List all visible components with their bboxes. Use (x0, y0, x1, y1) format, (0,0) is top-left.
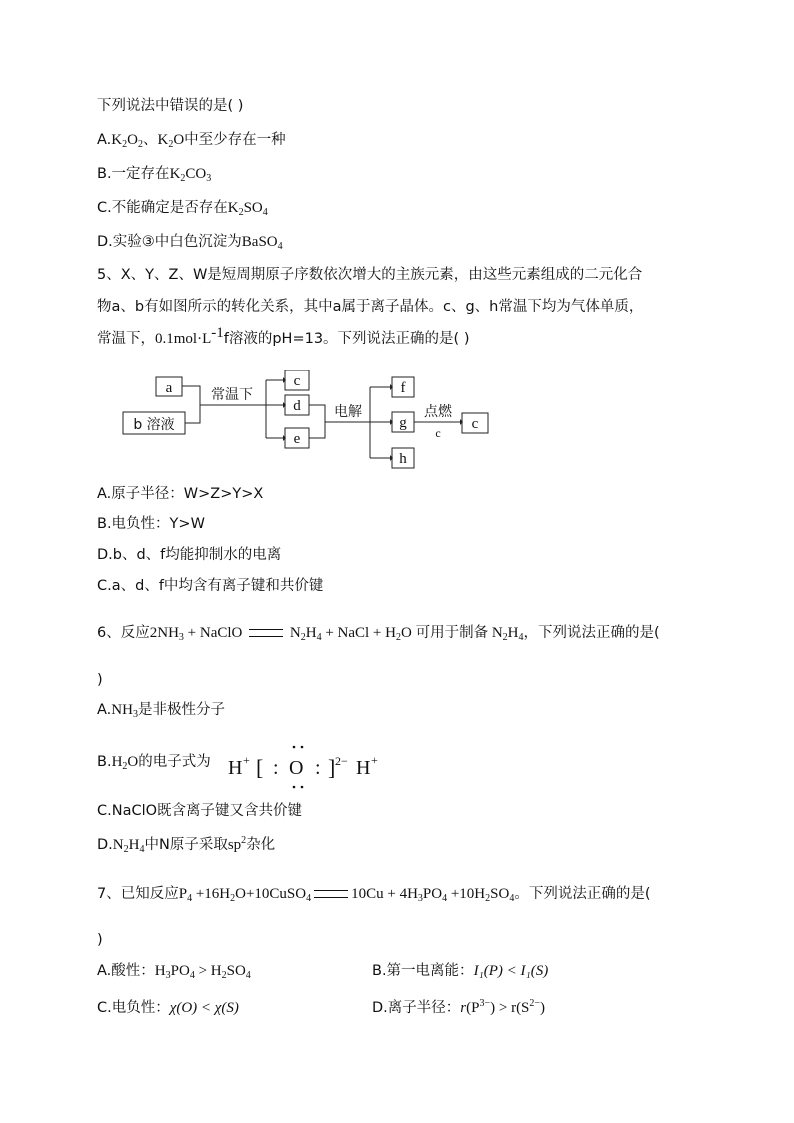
q5-option-c: C.a、d、f中均含有离子键和共价键 (97, 578, 324, 594)
svg-text:2−: 2− (335, 754, 348, 768)
label-electrolysis: 电解 (334, 404, 362, 420)
q7-option-a: A.酸性：$H_3PO_4 > H_2SO_4$ (97, 963, 251, 981)
equals-double-line (249, 629, 283, 637)
svg-text:[: [ (256, 755, 264, 780)
q6-option-a: $A.NH_3$是非极性分子 (97, 702, 225, 720)
label-room-temp: 常温下 (211, 387, 253, 403)
equals-double-line (314, 890, 348, 898)
label-h: h (399, 451, 407, 467)
label-e: e (293, 431, 301, 447)
q5-option-b: B.电负性：Y>W (97, 516, 205, 532)
q6-option-c: C.NaClO既含离子键又含共价键 (97, 803, 303, 819)
q7-option-b: B.第一电离能：I₁(P) < I₁(S) (372, 963, 549, 979)
q7-stem: 7、已知反应$P_4$ $+16H_2O+10CuSO_4$ $10Cu + 4H_3PO_4 +10H_2SO_4$。下列说法正确的是( (97, 886, 651, 904)
label-ignite: 点燃 (424, 404, 452, 420)
q6-option-d: $D.N_2H_4$中N原子采取$sp^2$杂化 (97, 835, 276, 855)
q6-close: ) (97, 672, 103, 688)
q7-option-d: D.离子半径：$r(P^{3-}) > r(S^{2-})$ (372, 998, 546, 1016)
svg-text:O: O (289, 757, 304, 779)
q4-option-c: C.不能确定是否存在$K_2SO_4$ (97, 200, 268, 218)
svg-text::: : (273, 757, 279, 779)
label-ignite-c: c (435, 426, 441, 440)
svg-text:H: H (356, 757, 371, 779)
svg-text:+: + (243, 753, 250, 767)
label-g: g (399, 415, 407, 431)
q6-stem: 6、反应$2NH_3$ + NaClO $N_2H_4$ + NaCl + $H_2O$ 可用于制备 $N_2H_4$，下列说法正确的是( (97, 625, 660, 643)
q5-option-a: A.原子半径：W>Z>Y>X (97, 486, 264, 502)
q7-close: ) (97, 932, 103, 948)
svg-text:]: ] (328, 755, 336, 780)
q4-option-a: $A.K_2O_2$、$K_2O$中至少存在一种 (97, 132, 286, 150)
q4-prompt: 下列说法中错误的是( ) (97, 98, 244, 114)
svg-text:+: + (371, 753, 378, 767)
label-b-solution: b 溶液 (133, 417, 175, 433)
q5-stem-line3: 常温下，$0.1mol\cdot L^{-1}f$溶液的pH=13。下列说法正确的是( ) (97, 325, 470, 347)
q6-option-b: $B.H_2O$的电子式为 (97, 754, 211, 772)
q5-transformation-diagram (120, 370, 500, 470)
label-a: a (165, 380, 173, 396)
label-c: c (293, 373, 301, 389)
svg-text::: : (315, 757, 321, 779)
svg-text:H: H (228, 757, 243, 779)
label-c-product: c (471, 416, 479, 432)
q4-option-b: B.一定存在$K_2CO_3$ (97, 166, 212, 184)
q5-stem-line2: 物a、b有如图所示的转化关系，其中a属于离子晶体。c、g、h常温下均为气体单质， (97, 299, 644, 315)
q4-option-d: D.实验③中白色沉淀为BaSO$_4$ (97, 234, 283, 252)
q5-stem-line1: 5、X、Y、Z、W是短周期原子序数依次增大的主族元素，由这些元素组成的二元化合 (97, 267, 643, 283)
q5-option-d: D.b、d、f均能抑制水的电离 (97, 547, 282, 563)
label-d: d (293, 398, 301, 414)
q7-option-c: C.电负性：χ(O) < χ(S) (97, 1000, 239, 1016)
water-electron-formula (228, 744, 398, 792)
label-f: f (400, 380, 406, 396)
